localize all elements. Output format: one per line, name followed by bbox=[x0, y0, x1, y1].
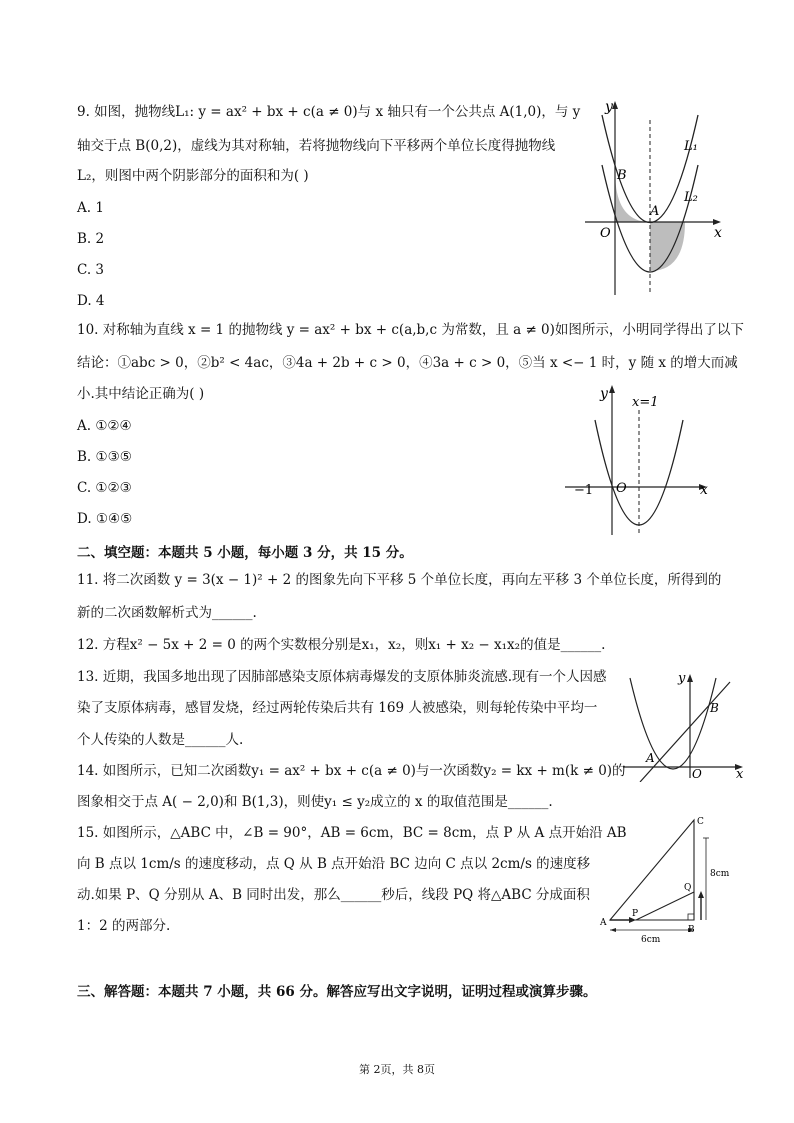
q10-line-1: 10. 对称轴为直线 x = 1 的抛物线 y = ax² + bx + c(a,b,c 为常数，且 a ≠ 0)如图所示，小明同学得出了以下 bbox=[77, 322, 744, 338]
q11-line-2: 新的二次函数解析式为______. bbox=[77, 605, 257, 621]
q15-triangle bbox=[610, 820, 694, 920]
q15-label-q: Q bbox=[684, 883, 692, 893]
page-footer: 第 2页，共 8页 bbox=[359, 1063, 435, 1076]
q10-option-c: C. ①②③ bbox=[77, 480, 132, 496]
q9-line-2: 轴交于点 B(0,2)，虚线为其对称轴，若将抛物线向下平移两个单位长度得抛物线 bbox=[77, 138, 556, 154]
section-3-heading: 三、解答题：本题共 7 小题，共 66 分。解答应写出文字说明，证明过程或演算步骤。 bbox=[77, 984, 597, 1000]
q10-option-d: D. ①④⑤ bbox=[77, 511, 133, 527]
q9-figure bbox=[580, 95, 730, 300]
q11-line-1: 11. 将二次函数 y = 3(x − 1)² + 2 的图象先向下平移 5 个单位长度，再向左平移 3 个单位长度，所得到的 bbox=[77, 572, 722, 588]
q10-line-3: 小.其中结论正确为( ) bbox=[77, 386, 205, 402]
q15-label-a: A bbox=[600, 918, 607, 928]
q15-figure bbox=[598, 812, 748, 947]
q10-label-neg1: −1 bbox=[574, 483, 594, 498]
q15-label-b: B bbox=[688, 925, 695, 935]
q10-label-x: x bbox=[700, 482, 708, 498]
q15-segment-pq bbox=[636, 892, 694, 920]
q10-label-y: y bbox=[600, 386, 608, 402]
q9-option-b: B. 2 bbox=[77, 231, 105, 247]
q13-line-3: 个人传染的人数是______人. bbox=[77, 732, 244, 748]
q15-line-2: 向 B 点以 1cm/s 的速度移动，点 Q 从 B 点开始沿 BC 边向 C 点以 2cm/s 的速度移 bbox=[77, 856, 591, 872]
q9-label-l2: L₂ bbox=[684, 190, 698, 205]
q13-label-x: x bbox=[736, 767, 744, 782]
q15-label-ab: 6cm bbox=[641, 935, 661, 945]
q13-figure bbox=[618, 670, 748, 782]
q9-line-3: L₂，则图中两个阴影部分的面积和为( ) bbox=[77, 168, 309, 184]
q14-line-1: 14. 如图所示，已知二次函数y₁ = ax² + bx + c(a ≠ 0)与一次函数y₂ = kx + m(k ≠ 0)的 bbox=[77, 763, 626, 779]
q15-label-p: P bbox=[632, 909, 639, 919]
q15-label-bc: 8cm bbox=[710, 869, 730, 879]
q13-label-a: A bbox=[646, 751, 655, 765]
q9-label-l1: L₁ bbox=[684, 139, 698, 154]
q15-line-3: 动.如果 P、Q 分别从 A、B 同时出发，那么______秒后，线段 PQ 将△ABC 分成面积 bbox=[77, 887, 590, 903]
q9-option-a: A. 1 bbox=[77, 200, 104, 216]
q9-label-a: A bbox=[650, 204, 660, 219]
q10-figure bbox=[560, 380, 720, 540]
q13-parabola bbox=[630, 678, 716, 769]
q13-line-2: 染了支原体病毒，感冒发烧，经过两轮传染后共有 169 人被感染，则每轮传染中平均一 bbox=[77, 700, 598, 716]
q15-line-4: 1：2 的两部分. bbox=[77, 918, 171, 934]
q15-line-1: 15. 如图所示，△ABC 中，∠B = 90°，AB = 6cm，BC = 8cm，点 P 从 A 点开始沿 AB bbox=[77, 825, 627, 841]
q10-label-o: O bbox=[616, 481, 627, 496]
q9-option-d: D. 4 bbox=[77, 293, 105, 309]
section-2-heading: 二、填空题：本题共 5 小题，每小题 3 分，共 15 分。 bbox=[77, 545, 413, 561]
q13-label-y: y bbox=[678, 671, 686, 686]
q10-option-a: A. ①②④ bbox=[77, 418, 132, 434]
q9-label-x: x bbox=[714, 225, 722, 241]
q10-option-b: B. ①③⑤ bbox=[77, 449, 132, 465]
q9-line-1: 9. 如图，抛物线L₁: y = ax² + bx + c(a ≠ 0)与 x 轴只有一个公共点 A(1,0)，与 y bbox=[77, 104, 581, 120]
q9-label-o: O bbox=[600, 226, 611, 241]
q10-label-axis: x=1 bbox=[632, 395, 659, 410]
q14-line-2: 图象相交于点 A( − 2,0)和 B(1,3)，则使y₁ ≤ y₂成立的 x 的取值范围是______. bbox=[77, 794, 553, 810]
q13-label-o: O bbox=[692, 767, 702, 781]
q9-label-b: B bbox=[617, 168, 627, 183]
q13-line-1: 13. 近期，我国多地出现了因肺部感染支原体病毒爆发的支原体肺炎流感.现有一个人因感 bbox=[77, 669, 607, 685]
q13-label-b: B bbox=[710, 701, 719, 715]
q12-line-1: 12. 方程x² − 5x + 2 = 0 的两个实数根分别是x₁，x₂，则x₁ + x₂ − x₁x₂的值是______. bbox=[77, 637, 606, 653]
q9-option-c: C. 3 bbox=[77, 262, 105, 278]
q10-line-2: 结论：①abc > 0，②b² < 4ac，③4a + 2b + c > 0，④3a + c > 0，⑤当 x <− 1 时，y 随 x 的增大而减 bbox=[77, 355, 738, 371]
q15-label-c: C bbox=[697, 817, 704, 827]
q9-label-y: y bbox=[605, 99, 613, 115]
